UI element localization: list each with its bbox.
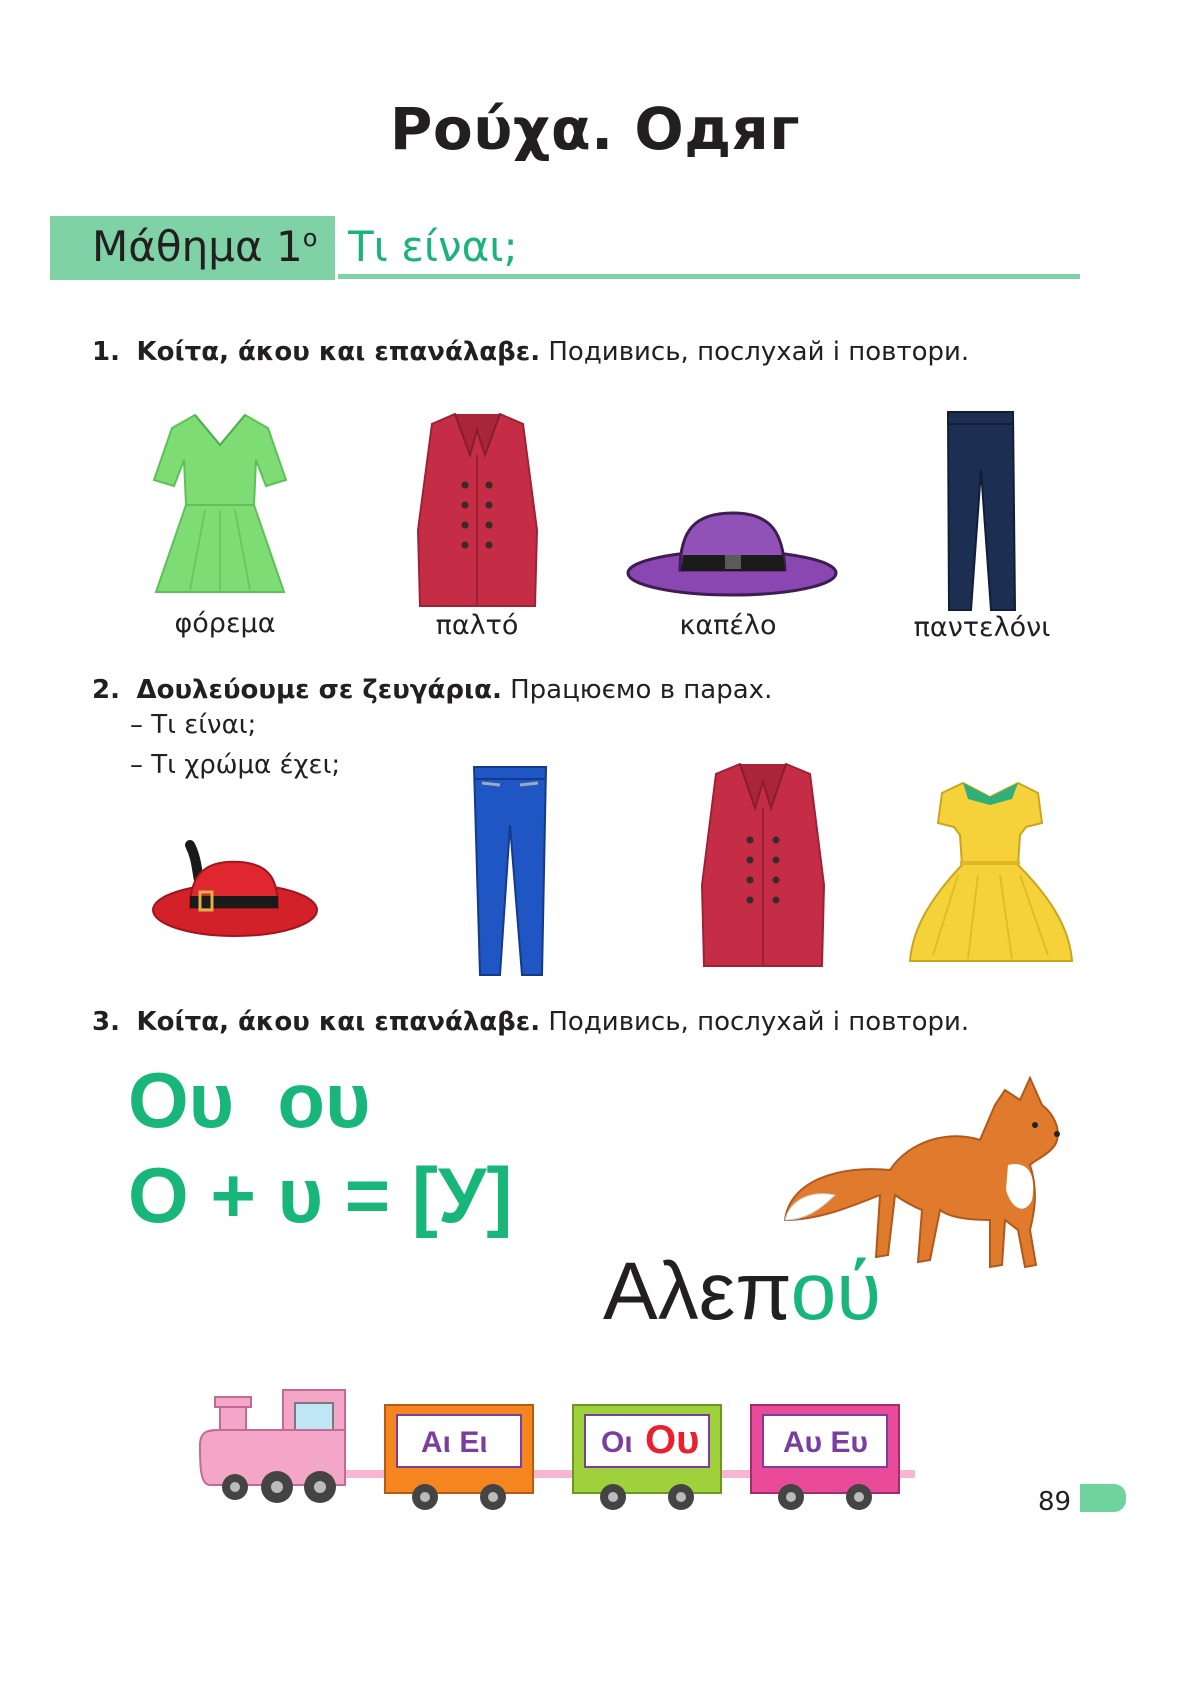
wagon-2-label-small: Οι [601,1426,633,1459]
page-title: Ρούχα. Одяг [389,95,801,163]
caption-hat: καπέλο [679,610,777,641]
wagon-2-label-big: Ου [645,1418,700,1462]
lesson-ordinal: ο [302,224,318,252]
green-dress-icon [150,410,290,600]
word-alepou-highlight: ού [790,1246,882,1337]
wagon-1-label: Αι Ει [421,1426,488,1459]
red-coat-icon [415,410,540,610]
exercise-2-translation: Працюємо в парах. [510,675,773,705]
exercise-3-number: 3. [92,1007,120,1037]
letters-formula: Ο + υ = [У] [128,1151,513,1239]
locomotive [200,1390,345,1503]
yellow-dress-icon [908,775,1073,965]
word-alepou [603,1245,881,1339]
exercise-3-bold: Κοίτα, άκου και επανάλαβε. [136,1007,541,1037]
red-coat-icon [698,760,828,970]
navy-trousers-icon [943,410,1018,615]
exercise-3-instruction [92,1007,969,1037]
caption-trousers: παντελόνι [913,612,1051,643]
exercise-2-instruction [92,675,772,705]
letters-ou: Ου ου [128,1056,371,1144]
dialog-question-2: – Τι χρώμα έχει; [130,750,341,780]
lesson-topic: Τι είναι; [348,222,518,271]
exercise-3-translation: Подивись, послухай і повтори. [548,1007,970,1037]
dialog-question-1: – Τι είναι; [130,710,257,740]
exercise-1-instruction [92,337,969,367]
word-alepou-start: Αλεπ [603,1246,791,1337]
wagon-3-label: Αυ Ευ [783,1426,868,1459]
purple-hat-icon [625,505,840,605]
page-number: 89 [1038,1487,1072,1517]
lesson-underline [338,274,1080,279]
blue-jeans-icon [470,765,550,980]
exercise-2-number: 2. [92,675,120,705]
red-hat-icon [150,840,320,945]
lesson-label-text: Μάθημα 1 [92,222,303,271]
train-illustration [195,1385,920,1510]
exercise-1-number: 1. [92,337,120,367]
exercise-1-translation: Подивись, послухай і повтори. [548,337,970,367]
page-tab-marker [1080,1484,1126,1512]
exercise-2-bold: Δουλεύουμε σε ζευγάρια. [136,675,502,705]
caption-coat: παλτό [435,610,519,641]
caption-dress: φόρεμα [174,608,276,639]
lesson-label [92,222,317,271]
exercise-1-bold: Κοίτα, άκου και επανάλαβε. [136,337,541,367]
